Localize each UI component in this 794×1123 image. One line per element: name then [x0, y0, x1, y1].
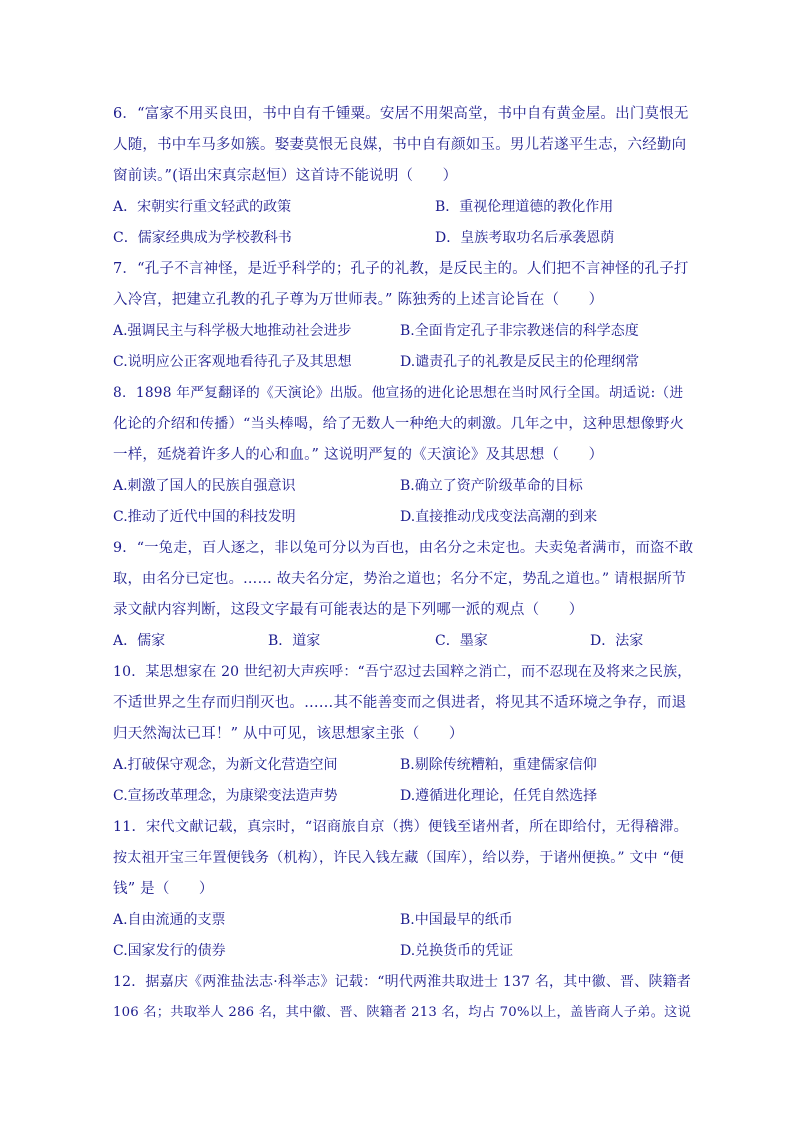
question-text-line: 7．“孔子不言神怪，是近乎科学的；孔子的礼教，是反民主的。人们把不言神怪的孔子打 [113, 261, 689, 277]
option-a: A.强调民主与科学极大地推动社会进步 [113, 323, 352, 339]
question-text-line: 106 名；共取举人 286 名，其中徽、晋、陕籍者 213 名，均占 70%以上，盖皆商人子弟。这说 [113, 1005, 692, 1020]
question-text-line: 人随，书中车马多如簇。娶妻莫恨无良媒，书中自有颜如玉。男儿若遂平生志，六经勤向 [113, 137, 687, 153]
option-b: B.中国最早的纸币 [400, 912, 513, 928]
question-text-line: 录文献内容判断，这段文字最有可能表达的是下列哪一派的观点（ ） [113, 602, 584, 618]
option-c: C．儒家经典成为学校教科书 [113, 230, 292, 246]
question-text-line: 10．某思想家在 20 世纪初大声疾呼：“吾宁忍过去国粹之消亡，而不忍现在及将来之民族， [113, 664, 692, 680]
option-c: C.国家发行的债券 [113, 943, 226, 959]
question-text-line: 入冷宫，把建立孔教的孔子尊为万世师表。” 陈独秀的上述言论旨在（ ） [113, 292, 604, 308]
question-text-line: 窗前读。”(语出宋真宗赵恒）这首诗不能说明（ ） [113, 168, 458, 184]
question-text-line: 不适世界之生存而归削灭也。……其不能善变而之俱进者，将见其不适环境之争存，而退 [113, 695, 687, 711]
question-text-line: 6．“富家不用买良田，书中自有千锺粟。安居不用架高堂，书中自有黄金屋。出门莫恨无 [113, 106, 689, 122]
question-text-line: 归天然淘汰已耳！” 从中可见，该思想家主张（ ） [113, 726, 464, 742]
question-text-line: 11．宋代文献记载，真宗时，“诏商旅自京（携）便钱至诸州者，所在即给付，无得稽滞。 [113, 819, 689, 835]
option-b: B．重视伦理道德的教化作用 [435, 199, 614, 215]
option-d: D．皇族考取功名后承袭恩荫 [435, 230, 615, 246]
question-text-line: 取，由名分已定也。…… 故夫名分定，势治之道也；名分不定，势乱之道也。” 请根据所节 [113, 571, 687, 587]
question-text-line: 9．“一兔走，百人逐之，非以兔可分以为百也，由名分之未定也。夫卖兔者满市，而盗不敢 [113, 540, 694, 556]
option-c: C.说明应公正客观地看待孔子及其思想 [113, 354, 352, 370]
option-c: C.宣扬改革理念，为康梁变法造声势 [113, 788, 338, 804]
option-a: A.刺激了国人的民族自强意识 [113, 478, 296, 494]
option-c: C．墨家 [435, 633, 488, 649]
option-c: C.推动了近代中国的科技发明 [113, 509, 296, 525]
option-d: D．法家 [590, 633, 644, 649]
option-a: A.打破保守观念，为新文化营造空间 [113, 757, 338, 773]
option-a: A．宋朝实行重文轻武的政策 [113, 199, 292, 215]
option-d: D.谴责孔子的礼教是反民主的伦理纲常 [400, 354, 640, 370]
question-text-line: 12．据嘉庆《两淮盐法志·科举志》记载：“明代两淮共取进士 137 名，其中徽、晋、陕籍者 [113, 974, 692, 990]
option-a: A.自由流通的支票 [113, 912, 226, 928]
option-b: B．道家 [268, 633, 321, 649]
question-text-line: 钱” 是（ ） [113, 881, 214, 897]
option-b: B.全面肯定孔子非宗教迷信的科学态度 [400, 323, 639, 339]
question-text-line: 化论的介绍和传播）“当头棒喝，给了无数人一种绝大的刺激。几年之中，这种思想像野火 [113, 416, 685, 432]
option-d: D.遵循进化理论，任凭自然选择 [400, 788, 598, 804]
option-a: A．儒家 [113, 633, 166, 649]
question-text-line: 一样，延烧着许多人的心和血。” 这说明严复的《天演论》及其思想（ ） [113, 447, 604, 463]
option-b: B.剔除传统糟粕，重建儒家信仰 [400, 757, 597, 773]
option-d: D.直接推动戊戌变法高潮的到来 [400, 509, 598, 525]
option-d: D.兑换货币的凭证 [400, 943, 514, 959]
option-b: B.确立了资产阶级革命的目标 [400, 478, 583, 494]
question-text-line: 8．1898 年严复翻译的《天演论》出版。他宣扬的进化论思想在当时风行全国。胡适说:（进 [113, 385, 684, 401]
question-text-line: 按太祖开宝三年置便钱务（机构），许民入钱左藏（国库），给以券，于诸州便换。” 文中 “便 [113, 850, 685, 866]
